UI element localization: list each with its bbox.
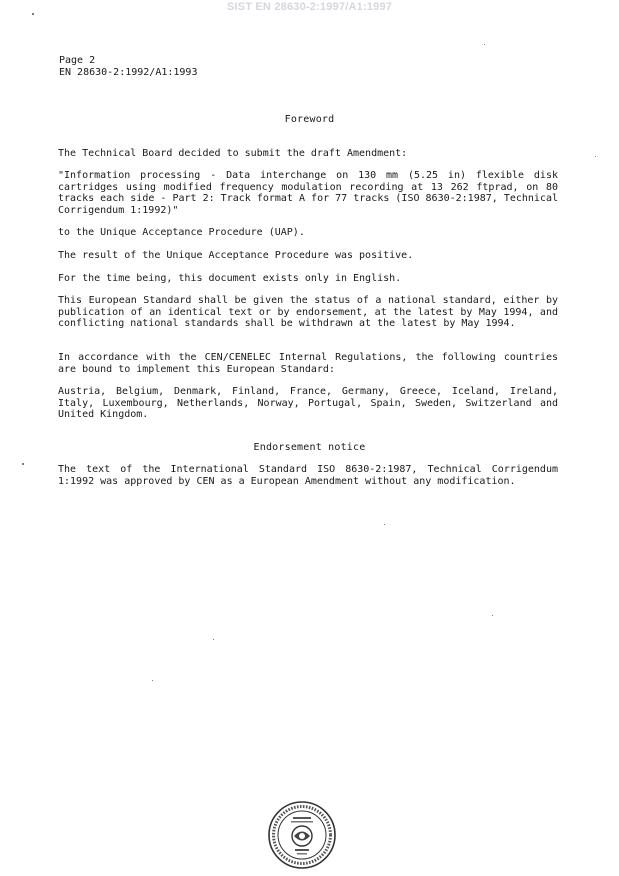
scan-speck [492,615,493,616]
foreword-paragraph-5: For the time being, this document exists only in English. [58,273,402,284]
scan-speck [152,680,153,681]
official-stamp-icon [267,800,337,870]
foreword-paragraph-7: In accordance with the CEN/CENELEC Internal Regulations, the following countries are bound to implement this European Standard: [58,352,558,375]
foreword-paragraph-4: The result of the Unique Acceptance Procedure was positive. [58,250,414,261]
endorsement-title: Endorsement notice [253,442,366,453]
scan-speck [384,524,385,525]
scan-speck [484,44,485,45]
endorsement-text: The text of the International Standard ISO 8630-2:1987, Technical Corrigendum 1:1992 was approved by CEN as a European Amendment without any modification. [58,464,558,487]
foreword-paragraph-6: This European Standard shall be given the status of a national standard, either by publication of an identical text or by endorsement, at the latest by May 1994, and conflicting national standards shall be withdrawn at the latest by May 1994. [58,295,558,329]
foreword-paragraph-1: The Technical Board decided to submit the draft Amendment: [58,148,408,159]
foreword-paragraph-8: Austria, Belgium, Denmark, Finland, France, Germany, Greece, Iceland, Ireland, Italy, Luxembourg, Netherlands, Norway, Portugal, Spain, Sweden, Switzerland and United Kingdom. [58,386,558,420]
page-number: Page 2 [59,55,96,66]
foreword-paragraph-2: "Information processing - Data interchange on 130 mm (5.25 in) flexible disk cartridges using modified frequency modulation recording at 13 262 ftprad, on 80 tracks each side - Part 2: Track format A for 77 tracks (ISO 8630-2:1987, Technical Corrigendum 1:1992)" [58,170,558,216]
document-id: EN 28630-2:1992/A1:1993 [59,67,198,78]
page-header [59,55,197,79]
foreword-paragraph-3: to the Unique Acceptance Procedure (UAP). [58,227,305,238]
scan-speck [213,639,214,640]
scan-speck [595,156,596,157]
scan-speck [22,463,24,465]
watermark: SIST EN 28630-2:1997/A1:1997 [226,1,393,13]
foreword-title: Foreword [284,114,335,125]
scan-speck [32,13,34,15]
